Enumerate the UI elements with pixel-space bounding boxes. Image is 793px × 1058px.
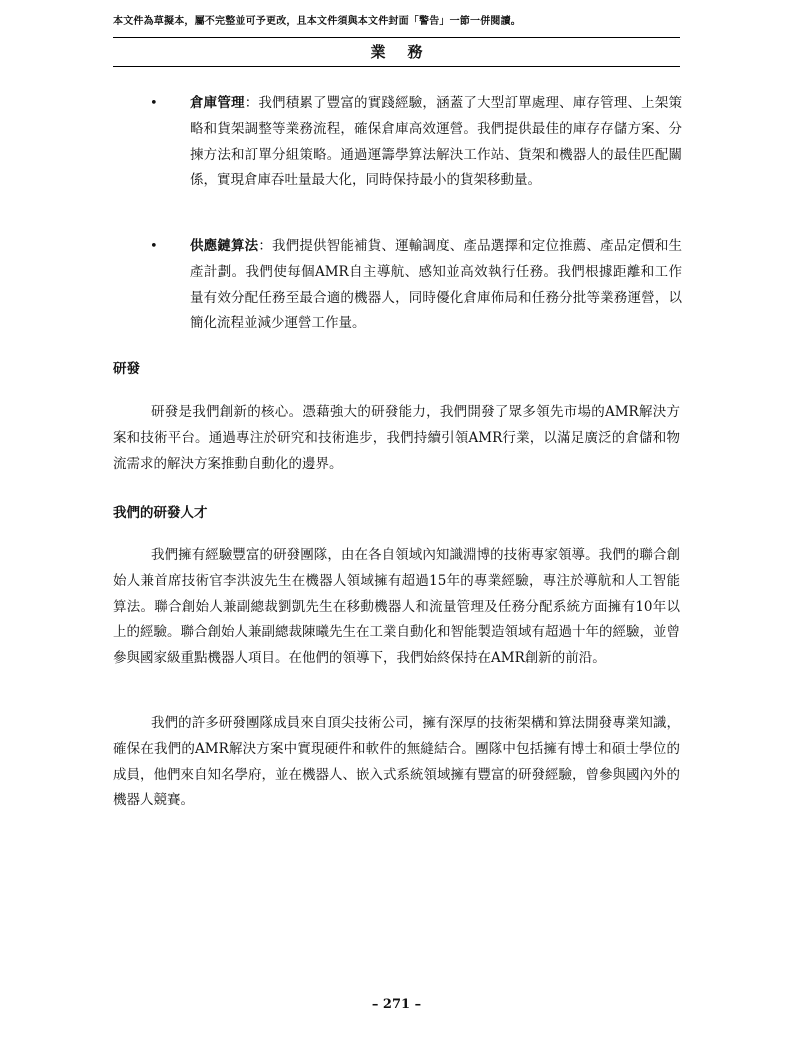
bullet-term: 供應鏈算法	[190, 238, 259, 254]
bullet-icon: •	[150, 96, 158, 111]
bullet-warehouse-management	[150, 91, 682, 194]
section-title: 業務	[370, 43, 445, 61]
header-divider	[113, 37, 680, 38]
draft-disclaimer: 本文件為草擬本，屬不完整並可予更改，且本文件須與本文件封面「警告」一節一併閱讀。	[113, 16, 521, 27]
bullet-body: ：我們積累了豐富的實踐經驗，涵蓋了大型訂單處理、庫存管理、上架策略和貨架調整等業務流程，確保倉庫高效運營。我們提供最佳的庫存存儲方案、分揀方法和訂單分組策略。通過運籌學算法解決工作站、貨架和機器人的最佳匹配關係，實現倉庫吞吐量最大化，同時保持最小的貨架移動量。	[190, 95, 683, 189]
bullet-text	[190, 234, 682, 337]
page-number: – 271 –	[371, 997, 422, 1012]
heading-rd-talent: 我們的研發人才	[113, 505, 208, 521]
talent-paragraph-2: 我們的許多研發團隊成員來自頂尖技術公司，擁有深厚的技術架構和算法開發專業知識，確保在我們的AMR解決方案中實現硬件和軟件的無縫結合。團隊中包括擁有博士和碩士學位的成員，他們來自知名學府，並在機器人、嵌入式系統領域擁有豐富的研發經驗，曾參與國內外的機器人競賽。	[113, 715, 680, 809]
heading-research: 研發	[113, 361, 140, 377]
bullet-body: ：我們提供智能補貨、運輸調度、產品選擇和定位推薦、產品定價和生產計劃。我們使每個AMR自主導航、感知並高效執行任務。我們根據距離和工作量有效分配任務至最合適的機器人，同時優化倉庫佈局和任務分批等業務運營，以簡化流程並減少運營工作量。	[190, 238, 683, 332]
bullet-icon: •	[150, 239, 158, 254]
bullet-text	[190, 91, 682, 194]
research-paragraph: 研發是我們創新的核心。憑藉強大的研發能力，我們開發了眾多領先市場的AMR解決方案和技術平台。通過專注於研究和技術進步，我們持續引領AMR行業，以滿足廣泛的倉儲和物流需求的解決方案推動自動化的邊界。	[113, 404, 680, 472]
title-divider	[113, 66, 680, 67]
bullet-supply-chain-algorithms	[150, 234, 682, 337]
bullet-term: 倉庫管理	[190, 95, 245, 111]
talent-paragraph-1: 我們擁有經驗豐富的研發團隊，由在各自領域內知識淵博的技術專家領導。我們的聯合創始人兼首席技術官李洪波先生在機器人領域擁有超過15年的專業經驗，專注於導航和人工智能算法。聯合創始人兼副總裁劉凱先生在移動機器人和流量管理及任務分配系統方面擁有10年以上的經驗。聯合創始人兼副總裁陳曦先生在工業自動化和智能製造領域有超過十年的經驗，並曾參與國家級重點機器人項目。在他們的領導下，我們始終保持在AMR創新的前沿。	[113, 547, 680, 667]
